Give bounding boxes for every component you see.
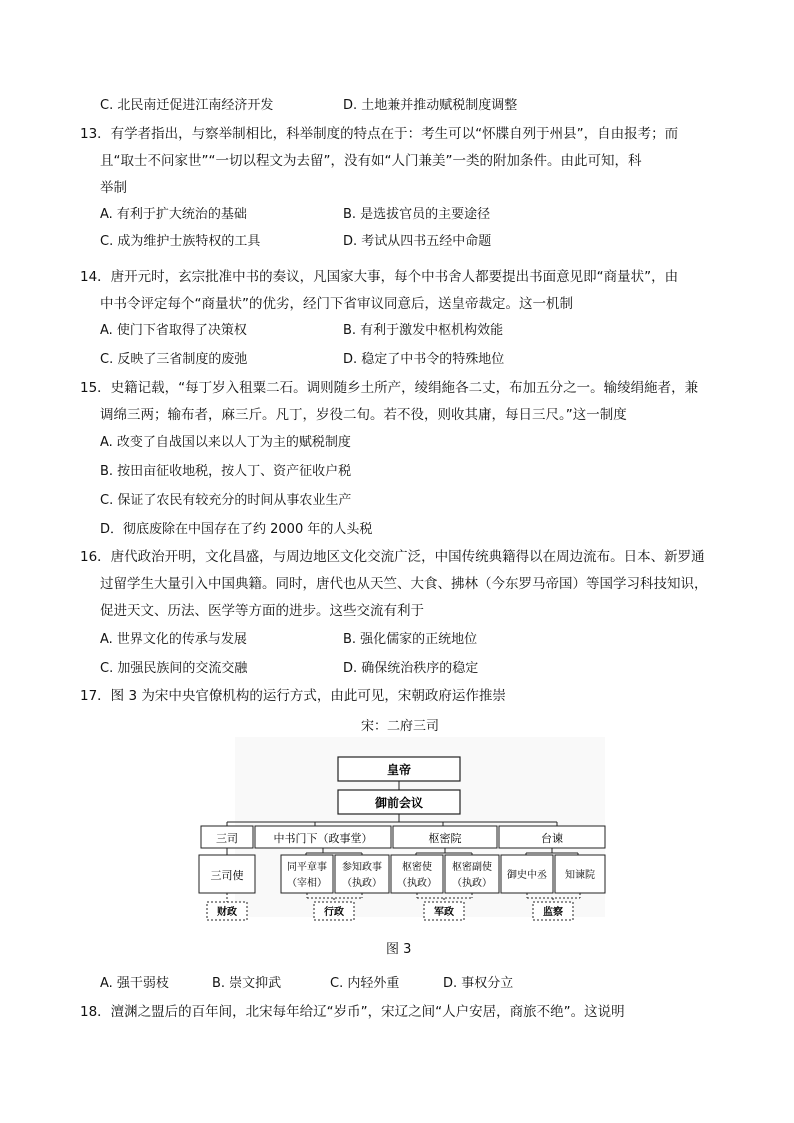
q16-stem-line-2: 过留学生大量引入中国典籍。同时，唐代也从天竺、大食、拂林（今东罗马帝国）等国学习科技知识， <box>100 576 708 592</box>
label-caizheng: 财政 <box>217 907 237 918</box>
q12-option-d: D. 土地兼并推动赋税制度调整 <box>343 98 518 113</box>
q14-stem-line-2: 中书令评定每个“商量状”的优劣，经门下省审议同意后，送皇帝裁定。这一机制 <box>100 296 573 312</box>
label-shumifushi: 枢密副使 <box>452 862 492 873</box>
q17-option-d: D. 事权分立 <box>443 976 514 991</box>
q15-option-d: D．彻底废除在中国存在了约 2000 年的人头税 <box>100 522 373 537</box>
label-jiancha: 监察 <box>543 907 563 918</box>
label-shumiyuan: 枢密院 <box>428 832 462 845</box>
q16-stem-line-1: 16．唐代政治开明，文化昌盛，与周边地区文化交流广泛，中国传统典籍得以在周边流布。日本、新罗通 <box>80 549 705 565</box>
q17-option-c: C. 内轻外重 <box>330 976 400 991</box>
q17-option-a: A. 强干弱枝 <box>100 976 169 991</box>
q17-option-b: B. 崇文抑武 <box>212 976 282 991</box>
label-zaixiang: （宰相） <box>287 878 327 889</box>
q15-stem-line-1: 15．史籍记载，“每丁岁入租粟二石。调则随乡土所产，绫绢絁各二丈，布加五分之一。输绫绢絁者，兼 <box>80 380 699 396</box>
label-zhizheng-1: （执政） <box>342 878 382 889</box>
q16-stem-line-3: 促进天文、历法、医学等方面的进步。这些交流有利于 <box>100 603 424 619</box>
label-zhizheng-3: （执政） <box>452 878 492 889</box>
label-taijian: 台谏 <box>541 832 563 845</box>
label-council: 御前会议 <box>374 796 424 810</box>
label-sansi-shi: 三司使 <box>210 869 244 882</box>
q16-option-b: B. 强化儒家的正统地位 <box>343 632 478 647</box>
q15-stem-line-2: 调绵三两；输布者，麻三斤。凡丁，岁役二旬。若不役，则收其庸，每日三尺。”这一制度 <box>100 407 627 423</box>
figure-caption: 图 3 <box>386 942 412 957</box>
label-zhijianyuan: 知谏院 <box>565 870 595 881</box>
label-yushizhongcheng: 御史中丞 <box>507 870 547 881</box>
q17-stem: 17．图 3 为宋中央官僚机构的运行方式，由此可见，宋朝政府运作推崇 <box>80 688 506 704</box>
q15-option-a: A. 改变了自战国以来以人丁为主的赋税制度 <box>100 435 351 450</box>
q16-option-c: C. 加强民族间的交流交融 <box>100 661 248 676</box>
label-emperor: 皇帝 <box>386 763 412 777</box>
org-diagram <box>195 712 610 930</box>
q13-option-c: C. 成为维护士族特权的工具 <box>100 234 261 249</box>
q18-stem: 18．澶渊之盟后的百年间，北宋每年给辽“岁币”，宋辽之间“人户安居，商旅不绝”。这说明 <box>80 1004 625 1020</box>
label-shumishi: 枢密使 <box>402 862 432 873</box>
q16-option-a: A. 世界文化的传承与发展 <box>100 632 247 647</box>
q14-option-d: D. 稳定了中书令的特殊地位 <box>343 352 505 367</box>
q13-option-d: D. 考试从四书五经中命题 <box>343 234 492 249</box>
label-zhizheng-2: （执政） <box>397 878 437 889</box>
q14-option-b: B. 有利于激发中枢机构效能 <box>343 323 504 338</box>
q13-option-a: A. 有利于扩大统治的基础 <box>100 207 247 222</box>
q14-stem-line-1: 14．唐开元时，玄宗批准中书的奏议，凡国家大事，每个中书舍人都要提出书面意见即“商量状”，由 <box>80 269 679 285</box>
q15-option-c: C. 保证了农民有较充分的时间从事农业生产 <box>100 493 352 508</box>
diagram-title: 宋：二府三司 <box>360 719 440 734</box>
q13-option-b: B. 是选拔官员的主要途径 <box>343 207 491 222</box>
label-sansi: 三司 <box>216 832 238 845</box>
label-xingzheng: 行政 <box>324 907 344 918</box>
q13-stem-line-1: 13．有学者指出，与察举制相比，科举制度的特点在于：考生可以“怀牒自列于州县”，自由报考；而 <box>80 126 679 142</box>
label-junzheng: 军政 <box>434 907 454 918</box>
label-tongpingzhangshi: 同平章事 <box>287 862 327 873</box>
q12-option-c: C. 北民南迁促进江南经济开发 <box>100 98 274 113</box>
q15-option-b: B. 按田亩征收地税，按人丁、资产征收户税 <box>100 464 352 479</box>
q13-stem-line-3: 举制 <box>100 180 127 196</box>
q16-option-d: D. 确保统治秩序的稳定 <box>343 661 479 676</box>
q14-option-c: C. 反映了三省制度的废弛 <box>100 352 248 367</box>
label-zhongshu: 中书门下（政事堂） <box>273 832 373 845</box>
q13-stem-line-2: 且“取士不问家世”“一切以程文为去留”，没有如“人门兼美”一类的附加条件。由此可知，科 <box>100 153 642 169</box>
label-canzhizhengshi: 参知政事 <box>342 862 382 873</box>
q14-option-a: A. 使门下省取得了决策权 <box>100 323 247 338</box>
